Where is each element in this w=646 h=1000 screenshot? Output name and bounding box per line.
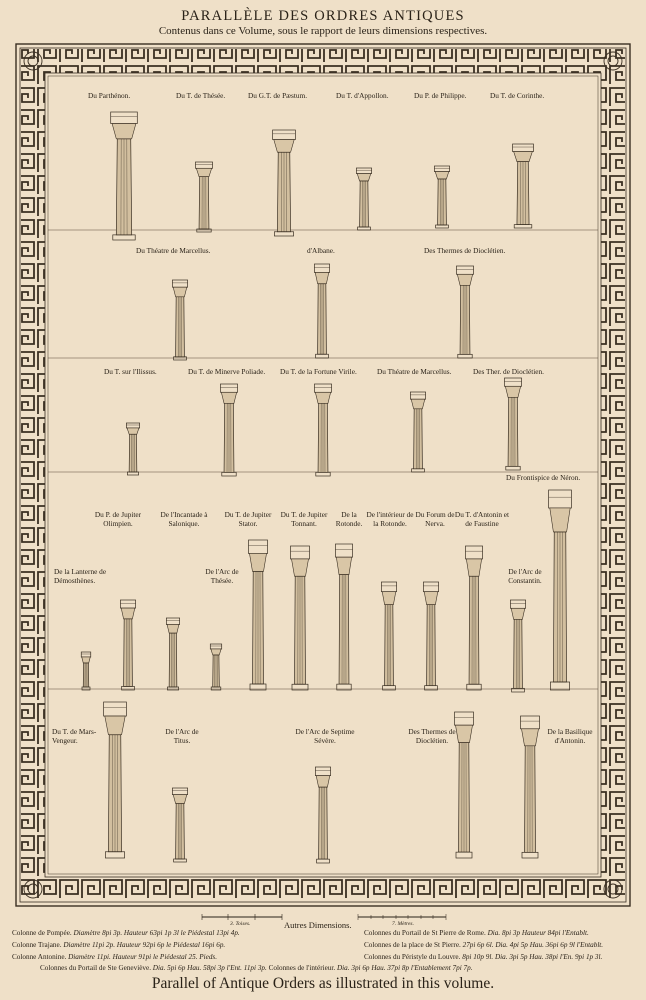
page-title: PARALLÈLE DES ORDRES ANTIQUES [181,8,465,24]
label-antonin-faustine: Du T. d'Antonin et de Faustine [454,510,510,528]
label-parthenon: Du Parthénon. [88,91,131,100]
label-dioclet-3: Des Thermes de Dioclétien. [408,727,456,745]
label-philippe: Du P. de Philippe. [414,91,467,100]
label-septime-severe: De l'Arc de Septime Sévère. [295,727,355,745]
dim-louvre: Colonnes du Péristyle du Louvre. 8pi 10p 9l. Dia. 3pi 5p Hau. 38pi l'En. 9pi 1p 3l. [364,953,603,961]
label-jupiter-tonnant: Du T. de Jupiter Tonnant. [280,510,328,528]
label-ilissus: Du T. sur l'Ilissus. [104,367,157,376]
label-rotonde: De la Rotonde. [335,510,363,528]
label-lanterne: De la Lanterne de Démosthènes. [54,567,107,585]
label-minerve: Du T. de Minerve Poliade. [188,367,266,376]
label-jupiter-olimpien: Du P. de Jupiter Olimpien. [94,510,142,528]
label-arc-titus: De l'Arc de Titus. [165,727,199,745]
label-fortune: Du T. de la Fortune Virile. [280,367,357,376]
label-basilique-antonin: De la Basilique d'Antonin. [547,727,593,745]
dim-st-pierre-portail: Colonnes du Portail de St Pierre de Rome. Dia. 8pi 3p Hauteur 84pi l'Entablt. [364,929,589,937]
page-subtitle: Contenus dans ce Volume, sous le rapport de leurs dimensions respectives. [158,25,488,37]
label-arc-thesee: De l'Arc de Thésée. [205,567,239,585]
dim-antonine: Colonne Antonine. Diamètre 11pi. Hauteur 91pi le Piédestal 25. Pieds. [12,953,218,961]
dim-trajane: Colonne Trajane. Diamètre 11pi 2p. Hauteur 92pi 6p le Piédestal 16pi 6p. [12,941,226,949]
label-apollon: Du T. d'Appollon. [336,91,389,100]
label-mars-vengeur: Du T. de Mars-Vengeur. [52,727,97,745]
scale-label-metres: 7. Mètres. [392,921,414,927]
label-corinthe: Du T. de Corinthe. [490,91,545,100]
label-albane: d'Albane. [307,246,335,255]
dim-ste-genevieve: Colonnes du Portail de Ste Geneviève. Dia. 5pi 6p Hau. 58pi 3p l'Ent. 11pi 3p. Colonnes de l'intérieur. Dia. 3pi 6p Hau. 37pi 8p l'Entablement 7pi 7p. [40,964,473,972]
dim-st-pierre-place: Colonnes de la place de St Pierre. 27pi 6p 6l. Dia. 4pi 5p Hau. 36pi 6p 9l l'Entablt. [364,941,604,949]
label-theseus: Du T. de Thésée. [176,91,226,100]
caption: Parallel of Antique Orders as illustrated in this volume. [151,975,495,992]
label-paestum: Du G.T. de Pæstum. [248,91,308,100]
scale-label-toises: 3. Toises. [230,921,251,927]
dim-pompee: Colonne de Pompée. Diamètre 8pi 3p. Hauteur 63pi 1p 3l le Piédestal 13pi 4p. [12,929,240,937]
label-dioclet-2: Des Ther. de Dioclétien. [473,367,544,376]
label-dioclet-1: Des Thermes de Dioclétien. [424,246,506,255]
label-nerva: Du Forum de Nerva. [415,510,455,528]
label-arc-constantin: De l'Arc de Constantin. [508,567,542,585]
autres-dimensions-title: Autres Dimensions. [284,920,352,930]
label-jupiter-stator: Du T. de Jupiter Stator. [224,510,272,528]
label-marcellus-2: Du Théatre de Marcellus. [377,367,452,376]
label-neron: Du Frontispice de Néron. [506,473,581,482]
label-incantade: De l'Incantade à Salonique. [160,510,208,528]
label-rotonde-interieur: De l'intérieur de la Rotonde. [366,510,414,528]
label-marcellus: Du Théatre de Marcellus. [136,246,211,255]
